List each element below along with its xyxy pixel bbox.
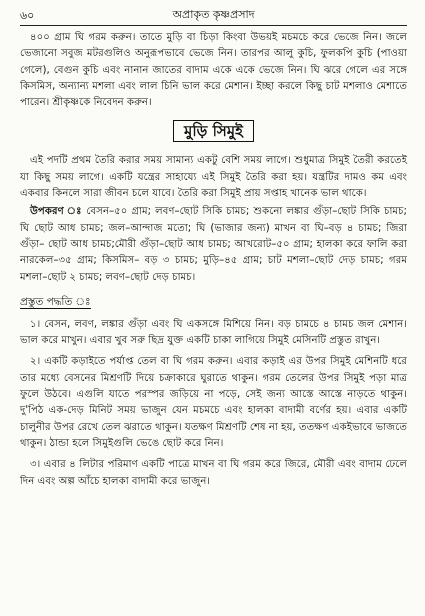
running-title: অপ্রাকৃত কৃষ্ণপ্রসাদ <box>172 8 255 21</box>
recipe-description: এই পদটি প্রথম তৈরি করার সময় সামান্য একটু বেশি সময় লাগে। শুধুমাত্র সিমুই তৈরী করতেই যা কিছু সময় লাগে। একটি যন্ত্রের সাহায্যে এই সিমুই তৈরি করা হয়। যন্ত্রটির দামও কম এবং একবার কিনলে সারা জীবন চলে যাবে। তৈরি করা সিমুই প্রায় সপ্তাহ খানেক ভাল থাকে। <box>20 155 407 200</box>
method-heading <box>20 295 407 312</box>
recipe-title-box <box>20 120 407 145</box>
recipe-title: মুড়ি সিমুই <box>173 120 254 142</box>
method-step-1: ১। বেসন, লবণ, লঙ্কার গুঁড়া এবং ঘি একসঙ্গে মিশিয়ে নিন। বড় চামচে ৪ চামচ জল মেশান। ভাল করে মাখুন। এবার খুব সরু ছিদ্র যুক্ত একটি চাকা লাগিয়ে সিমুই মেসিনটি প্রস্তুত রাখুন। <box>20 318 407 347</box>
method-step-2: ২। একটি কড়াইতে পর্যাপ্ত তেল বা ঘি গরম করুন। এবার কড়াই এর উপর সিমুই মেশিনটি ধরে তার মধ্যে বেসনের মিশ্রণটি দিয়ে চক্রাকারে ঘুরাতে থাকুন। গরম তেলের উপর সিমুই পড়া মাত্র ফুলে উঠবে। এগুলি যাতে পরস্পর জড়িয়ে না পড়ে, সেই জন্য আস্তে আস্তে নাড়তে থাকুন। দু'পিঠ এক-দেড় মিনিট সময় ভাজুন যেন মচমচে এবং হালকা বাদামী বর্ণের হয়। এবার একটি চালুনীর উপর রেখে তেল ঝরাতে থাকুন। যতক্ষণ মিশ্রণটি শেষ না হয়, ততক্ষণ একইভাবে ভাজতে থাকুন। ঠান্ডা হলে সিমুইগুলি ভেঙে ছোট করে নিন। <box>20 356 408 449</box>
page-number: ৬০ <box>20 9 35 22</box>
ingredients-paragraph <box>20 204 407 285</box>
intro-paragraph: ৪০০ গ্রাম ঘি গরম করুন। তাতে মুড়ি বা চিড়া কিংবা উভয়ই মচমচে করে ভেজে নিন। জলে ভেজানো সবুজ মটরগুলিও অনুরূপভাবে ভেজে নিন। তারপর আলু কুচি, ফুলকপি কুচি (পাওয়া গেলে), বেগুন কুচি এবং নানান জাতের বাদাম একে একে ভেজে নিন। ঘি ঝরে গেলে এর সঙ্গে কিসমিস, অন্যান্য মশলা এবং লাল চিনি ভাল করে মেশান। ইচ্ছা করলে কিছু চাট মশলাও মেশাতে পারেন। শ্রীকৃষ্ণকে নিবেদন করুন। <box>20 32 407 109</box>
method-step-3: ৩। এবার ৪ লিটার পরিমাণ একটি পাত্রে মাখন বা ঘি গরম করে জিরে, মৌরী এবং বাদাম ঢেলে দিন এবং অল্প আঁচে হালকা বাদামী করে ভাজুন। <box>20 459 407 487</box>
ingredients-label: উপকরণ ঃ <box>30 206 83 218</box>
page-header <box>20 6 407 24</box>
header-rule <box>20 25 407 26</box>
method-heading-text: প্রস্তুত পদ্ধতি ঃ <box>20 295 91 308</box>
ingredients-text: বেসন–৫০ গ্রাম; লবণ–ছোট সিকি চামচ; শুকনো লঙ্কার গুঁড়া–ছোট সিকি চামচ; ঘি ছোট আধ চামচ; জল–আন্দাজ মতো; ঘি (ভাজার জন্য) মাখন বা ঘি–বড় ৪ চামচ; জিরা গুঁড়া– ছোট আধ চামচ;মৌরী গুঁড়া–ছোট আধ চামচ; আখরোট–৫০ গ্রাম; হালকা করে ফালি করা নারকেল–৩৫ গ্রাম; কিসমিস– বড় ৩ চামচ; মুড়ি–৪৫ গ্রাম; চাট মশলা–ছোট দেড় চামচ; গরম মশলা–ছোট ২ চামচ; লবণ–ছোট দেড় চামচ। <box>20 206 407 283</box>
